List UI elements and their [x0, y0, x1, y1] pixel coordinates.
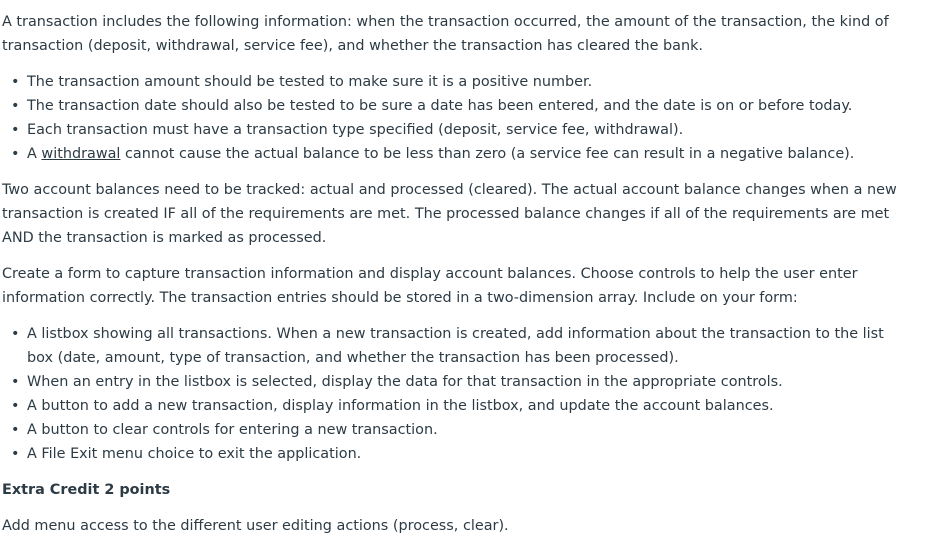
form-paragraph: Create a form to capture transaction information and display account balances. Choose controls to help the user enter information correctly. The transaction entries should be stored in a two-dimension array. Include on your form:: [2, 266, 858, 306]
list-item: • A listbox showing all transactions. When a new transaction is created, add information about the transaction to the list box (date, amount, type of transaction, and whether the transaction has been processed).: [27, 322, 902, 370]
rule-prefix: A: [27, 146, 42, 162]
list-item: • The transaction amount should be tested to make sure it is a positive number.: [27, 70, 902, 94]
extra-credit-heading: Extra Credit 2 points: [2, 482, 171, 498]
withdrawal-link[interactable]: withdrawal: [41, 146, 121, 162]
intro-paragraph: A transaction includes the following information: when the transaction occurred, the amount of the transaction, the kind of transaction (deposit, withdrawal, service fee), and whether the transaction has cleared the bank.: [2, 14, 889, 54]
list-item: [27, 142, 902, 166]
list-item: • Each transaction must have a transaction type specified (deposit, service fee, withdrawal).: [27, 118, 902, 142]
list-item: • A File Exit menu choice to exit the application.: [27, 442, 902, 466]
extra-credit-text: Add menu access to the different user editing actions (process, clear).: [2, 518, 509, 534]
balances-paragraph: Two account balances need to be tracked: actual and processed (cleared). The actual account balance changes when a new transaction is created IF all of the requirements are met. The processed balance changes if all of the requirements are met AND the transaction is marked as processed.: [2, 182, 897, 246]
list-item: • When an entry in the listbox is selected, display the data for that transaction in the appropriate controls.: [27, 370, 902, 394]
list-item: • A button to add a new transaction, display information in the listbox, and update the account balances.: [27, 394, 902, 418]
list-item: • A button to clear controls for entering a new transaction.: [27, 418, 902, 442]
form-items-list: [2, 322, 902, 466]
list-item: • The transaction date should also be tested to be sure a date has been entered, and the date is on or before today.: [27, 94, 902, 118]
requirements-list: [2, 70, 902, 166]
rule-suffix: cannot cause the actual balance to be less than zero (a service fee can result in a negative balance).: [120, 146, 855, 162]
